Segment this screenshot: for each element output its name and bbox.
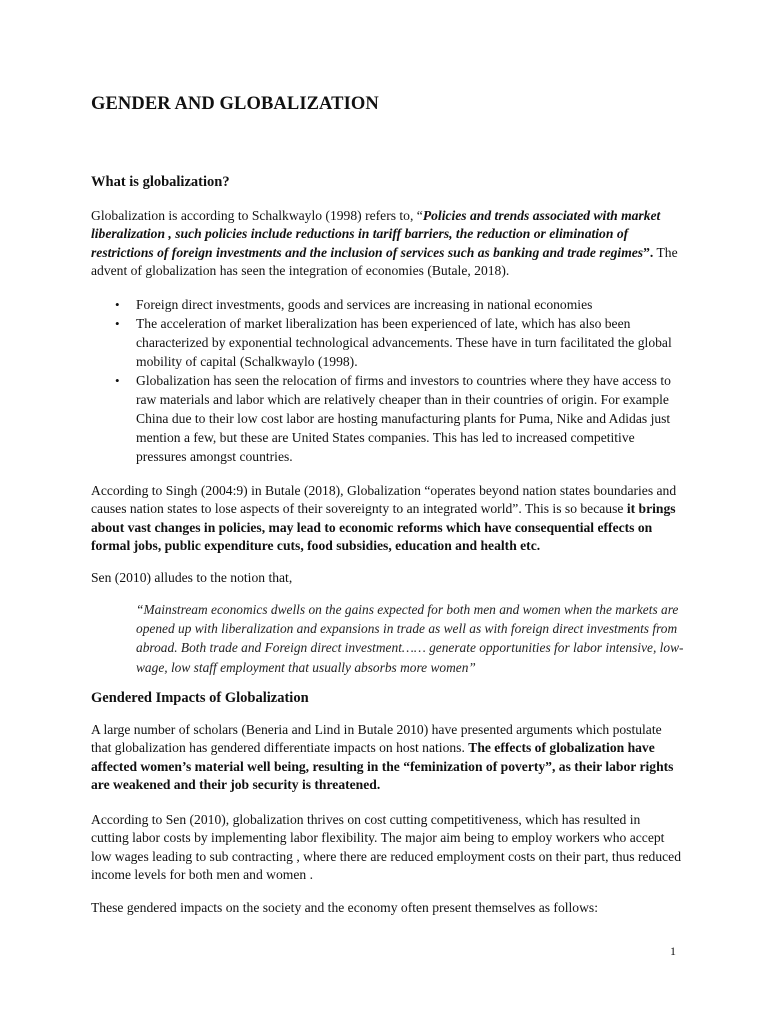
paragraph-sen-labor: According to Sen (2010), globalization thrives on cost cutting competitiveness, which has resulted in cutting labor costs by implementing labor flexibility. The major aim being to employ workers who accept low wages leading to sub contracting , where there are reduced employment costs on their part, thus reduced income levels for both men and women . bbox=[91, 812, 681, 883]
bullet-icon: • bbox=[115, 297, 120, 312]
paragraph-impacts-intro: These gendered impacts on the society and the economy often present themselves as follows: bbox=[91, 900, 598, 915]
document-title: GENDER AND GLOBALIZATION bbox=[91, 94, 379, 114]
scholars-normal: A large number of scholars (Beneria and Lind in Butale 2010) have presented arguments which postulate that globalization has gendered differentiate impacts on host nations. bbox=[91, 722, 662, 756]
paragraph-definition bbox=[91, 207, 681, 281]
paragraph-sen-intro: Sen (2010) alludes to the notion that, bbox=[91, 570, 293, 585]
singh-bold: it brings about vast changes in policies, may lead to economic reforms which have consequential effects on formal jobs, public expenditure cuts, food subsidies, education and health etc. bbox=[91, 501, 676, 554]
bullet-list bbox=[91, 295, 681, 466]
section-heading-what-is-globalization: What is globalization? bbox=[91, 174, 230, 190]
definition-lead: Globalization is according to Schalkwaylo (1998) refers to, “ bbox=[91, 208, 423, 223]
scholars-bold: The effects of globalization have affected women’s material well being, resulting in the “feminization of poverty”, as their labor rights are weakened and their job security is threatened. bbox=[91, 740, 674, 793]
block-quote: “Mainstream economics dwells on the gains expected for both men and women when the markets are opened up with liberalization and expansions in trade as well as with foreign direct investments from abroad. Both trade and Foreign direct investment…… generate opportunities for labor intensive, low-wage, low staff employment that usually absorbs more women” bbox=[136, 602, 684, 675]
paragraph-scholars bbox=[91, 721, 681, 795]
bullet-icon: • bbox=[115, 316, 120, 331]
bullet-icon: • bbox=[115, 373, 120, 388]
section-heading-gendered-impacts: Gendered Impacts of Globalization bbox=[91, 690, 309, 706]
list-item bbox=[91, 371, 681, 466]
list-item-text: Globalization has seen the relocation of firms and investors to countries where they have access to raw materials and labor which are relatively cheaper than in their countries of origin. For example China due to their low cost labor are hosting manufacturing plants for Puma, Nike and Adidas just mention a few, but these are United States companies. This has led to increased competitive pressures amongst countries. bbox=[136, 373, 671, 464]
list-item bbox=[91, 295, 681, 314]
definition-quote-end: ”. bbox=[643, 244, 654, 260]
list-item bbox=[91, 314, 681, 371]
definition-tail: The advent of globalization has seen the integration of economies (Butale, 2018). bbox=[91, 244, 678, 279]
page-number: 1 bbox=[670, 944, 676, 958]
paragraph-singh bbox=[91, 482, 681, 556]
singh-normal: According to Singh (2004:9) in Butale (2018), Globalization “operates beyond nation states boundaries and causes nation states to lose aspects of their sovereignty to an integrated world”. This is so because bbox=[91, 483, 677, 517]
list-item-text: The acceleration of market liberalization has been experienced of late, which has also been characterized by exponential technological advancements. These have in turn facilitated the global mobility of capital (Schalkwaylo (1998). bbox=[136, 316, 672, 369]
list-item-text: Foreign direct investments, goods and services are increasing in national economies bbox=[136, 297, 593, 312]
definition-quote: Policies and trends associated with market liberalization , such policies include reductions in tariff barriers, the reduction or elimination of restrictions of foreign investments and the inclusion of services such as banking and trade regimes bbox=[91, 208, 661, 260]
